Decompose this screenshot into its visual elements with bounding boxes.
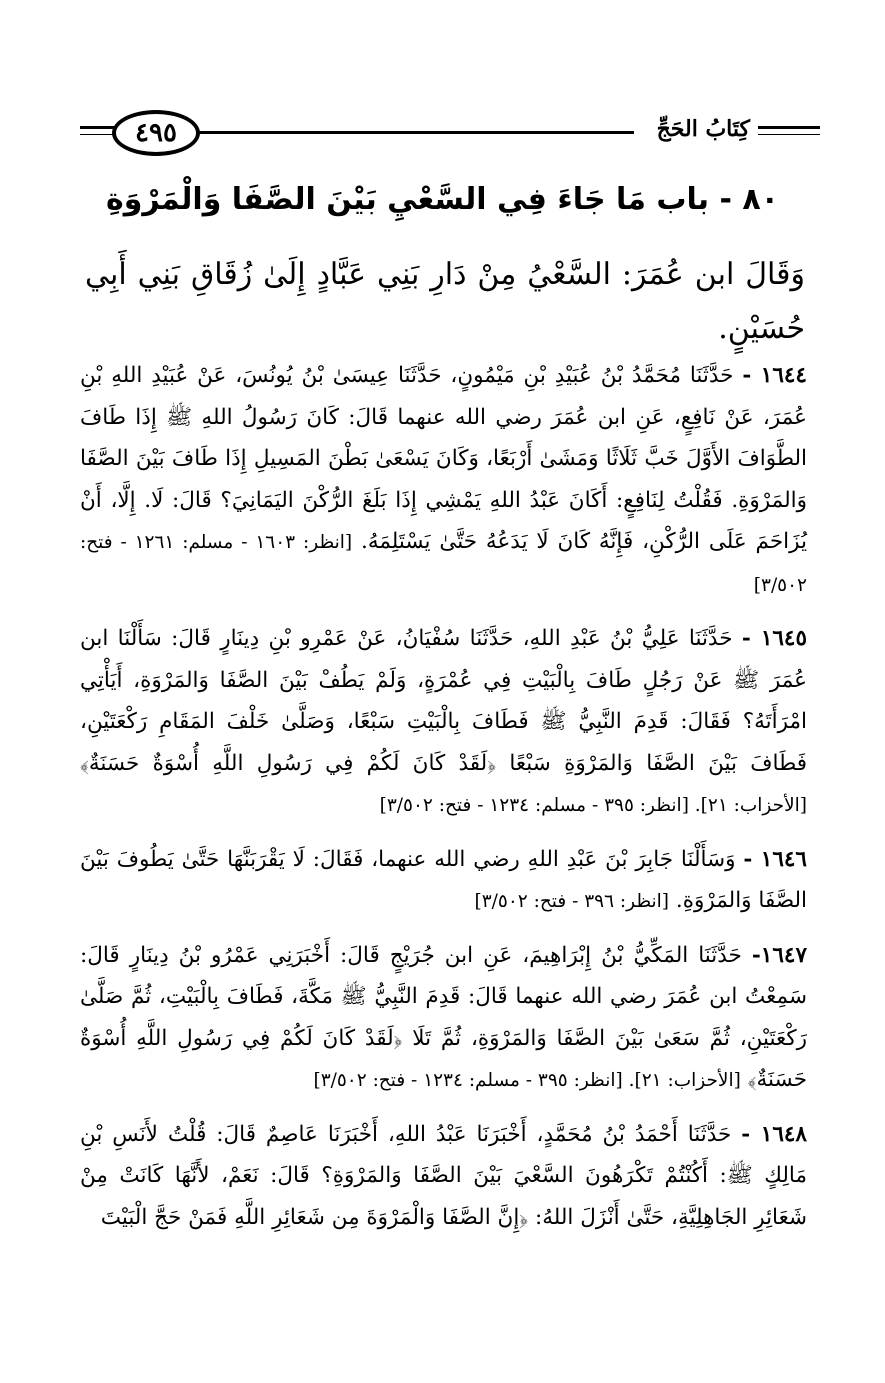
hadith-reference: [الأحزاب: ٢١]. [انظر: ٣٩٥ - مسلم: ١٢٣٤ - فتح: ٣/٥٠٢] xyxy=(313,1070,741,1091)
hadith-number: ١٦٤٨ - xyxy=(741,1121,807,1147)
header-rule-middle xyxy=(196,131,634,134)
hadith-text: حَدَّثَنَا أَحْمَدُ بْنُ مُحَمَّدٍ، أَخْبَرَنَا عَبْدُ اللهِ، أَخْبَرَنَا عَاصِمٌ قَالَ: قُلْتُ لأَنَسِ بْنِ مَالِكٍ ﷺ: أَكُنْتُمْ تَكْرَهُونَ السَّعْيَ بَيْنَ الصَّفَا وَالمَرْوَةِ؟ قَالَ: نَعَمْ، لأَنَّهَا كَانَتْ مِنْ شَعَائِرِ الجَاهِلِيَّةِ، حَتَّىٰ أَنْزَلَ اللهُ: ﴿إِنَّ الصَّفَا وَالْمَرْوَةَ مِن شَعَائِرِ اللَّهِ فَمَنْ حَجَّ الْبَيْتَ xyxy=(80,1121,807,1230)
header-rule-right-thin xyxy=(758,134,820,135)
hadith-1646 xyxy=(80,839,807,923)
hadith-text: وَسَأَلْنَا جَابِرَ بْنَ عَبْدِ اللهِ رضي الله عنهما، فَقَالَ: لَا يَقْرَبَنَّهَا حَتَّىٰ يَطُوفَ بَيْنَ الصَّفَا وَالمَرْوَةِ. xyxy=(80,846,807,913)
hadith-text: حَدَّثَنَا مُحَمَّدُ بْنُ عُبَيْدِ بْنِ مَيْمُونٍ، حَدَّثَنَا عِيسَىٰ بْنُ يُونُسَ، عَنْ عُبَيْدِ اللهِ بْنِ عُمَرَ، عَنْ نَافِعٍ، عَنِ ابن عُمَرَ رضي الله عنهما قَالَ: كَانَ رَسُولُ اللهِ ﷺ إِذَا طَافَ الطَّوَافَ الأَوَّلَ خَبَّ ثَلَاثًا وَمَشَىٰ أَرْبَعًا، وَكَانَ يَسْعَىٰ بَطْنَ المَسِيلِ إِذَا طَافَ بَيْنَ الصَّفَا وَالمَرْوَةِ. فَقُلْتُ لِنَافِعٍ: أَكَانَ عَبْدُ اللهِ يَمْشِي إِذَا بَلَغَ الرُّكْنَ اليَمَانِيَ؟ قَالَ: لَا. إِلَّا، أَنْ يُزَاحَمَ عَلَى الرُّكْنِ، فَإِنَّهُ كَانَ لَا يَدَعُهُ حَتَّىٰ يَسْتَلِمَهُ. xyxy=(80,363,807,554)
hadith-1644 xyxy=(80,355,807,606)
header-rule-right xyxy=(758,126,820,129)
hadith-number: ١٦٤٥ - xyxy=(741,626,808,651)
hadith-reference: [انظر: ٣٩٦ - فتح: ٣/٥٠٢] xyxy=(474,891,670,912)
hadith-number: ١٦٤٧- xyxy=(751,942,807,968)
hadith-text: حَدَّثَنَا عَلِيُّ بْنُ عَبْدِ اللهِ، حَدَّثَنَا سُفْيَانُ، عَنْ عَمْرِو بْنِ دِينَارٍ قَالَ: سَأَلْنَا ابن عُمَرَ ﷺ عَنْ رَجُلٍ طَافَ بِالْبَيْتِ فِي عُمْرَةٍ، وَلَمْ يَطُفْ بَيْنَ الصَّفَا وَالمَرْوَةِ، أَيَأْتِي امْرَأَتَهُ؟ فَقَالَ: قَدِمَ النَّبِيُّ ﷺ فَطَافَ بِالْبَيْتِ سَبْعًا، وَصَلَّىٰ خَلْفَ المَقَامِ رَكْعَتَيْنِ، فَطَافَ بَيْنَ الصَّفَا وَالمَرْوَةِ سَبْعًا ﴿لَقَدْ كَانَ لَكُمْ فِي رَسُولِ اللَّهِ أُسْوَةٌ حَسَنَةٌ﴾ xyxy=(80,626,807,776)
hadith-number: ١٦٤٤ - xyxy=(742,363,807,388)
hadith-number: ١٦٤٦ - xyxy=(743,846,807,872)
page-number: ٤٩٥ xyxy=(135,118,177,148)
chapter-title: ٨٠ - باب مَا جَاءَ فِي السَّعْيِ بَيْنَ الصَّفَا وَالْمَرْوَةِ xyxy=(106,182,779,217)
page-body xyxy=(80,355,807,1251)
hadith-reference: [انظر: ١٦٠٣ - مسلم: ١٢٦١ - فتح: ٣/٥٠٢] xyxy=(80,532,807,596)
hadith-1648 xyxy=(80,1114,807,1240)
hadith-text: حَدَّثَنَا المَكِّيُّ بْنُ إِبْرَاهِيمَ، عَنِ ابن جُرَيْجٍ قَالَ: أَخْبَرَنِي عَمْرُو بْنُ دِينَارٍ قَالَ: سَمِعْتُ ابن عُمَرَ رضي الله عنهما قَالَ: قَدِمَ النَّبِيُّ ﷺ مَكَّةَ، فَطَافَ بِالْبَيْتِ، ثُمَّ صَلَّىٰ رَكْعَتَيْنِ، ثُمَّ سَعَىٰ بَيْنَ الصَّفَا وَالمَرْوَةِ، ثُمَّ تَلَا ﴿لَقَدْ كَانَ لَكُمْ فِي رَسُولِ اللَّهِ أُسْوَةٌ حَسَنَةٌ﴾ xyxy=(80,942,807,1092)
page-number-badge xyxy=(112,110,200,156)
hadith-1647 xyxy=(80,935,807,1102)
running-title: كِتَابُ الحَجِّ xyxy=(656,116,750,142)
hadith-reference: [الأحزاب: ٢١]. [انظر: ٣٩٥ - مسلم: ١٢٣٤ - فتح: ٣/٥٠٢] xyxy=(379,795,807,816)
hadith-1645 xyxy=(80,618,807,827)
chapter-intro: وَقَالَ ابن عُمَرَ: السَّعْيُ مِنْ دَارِ بَنِي عَبَّادٍ إِلَىٰ زُقَاقِ بَنِي أَبِي حُسَيْنٍ. xyxy=(85,257,805,346)
